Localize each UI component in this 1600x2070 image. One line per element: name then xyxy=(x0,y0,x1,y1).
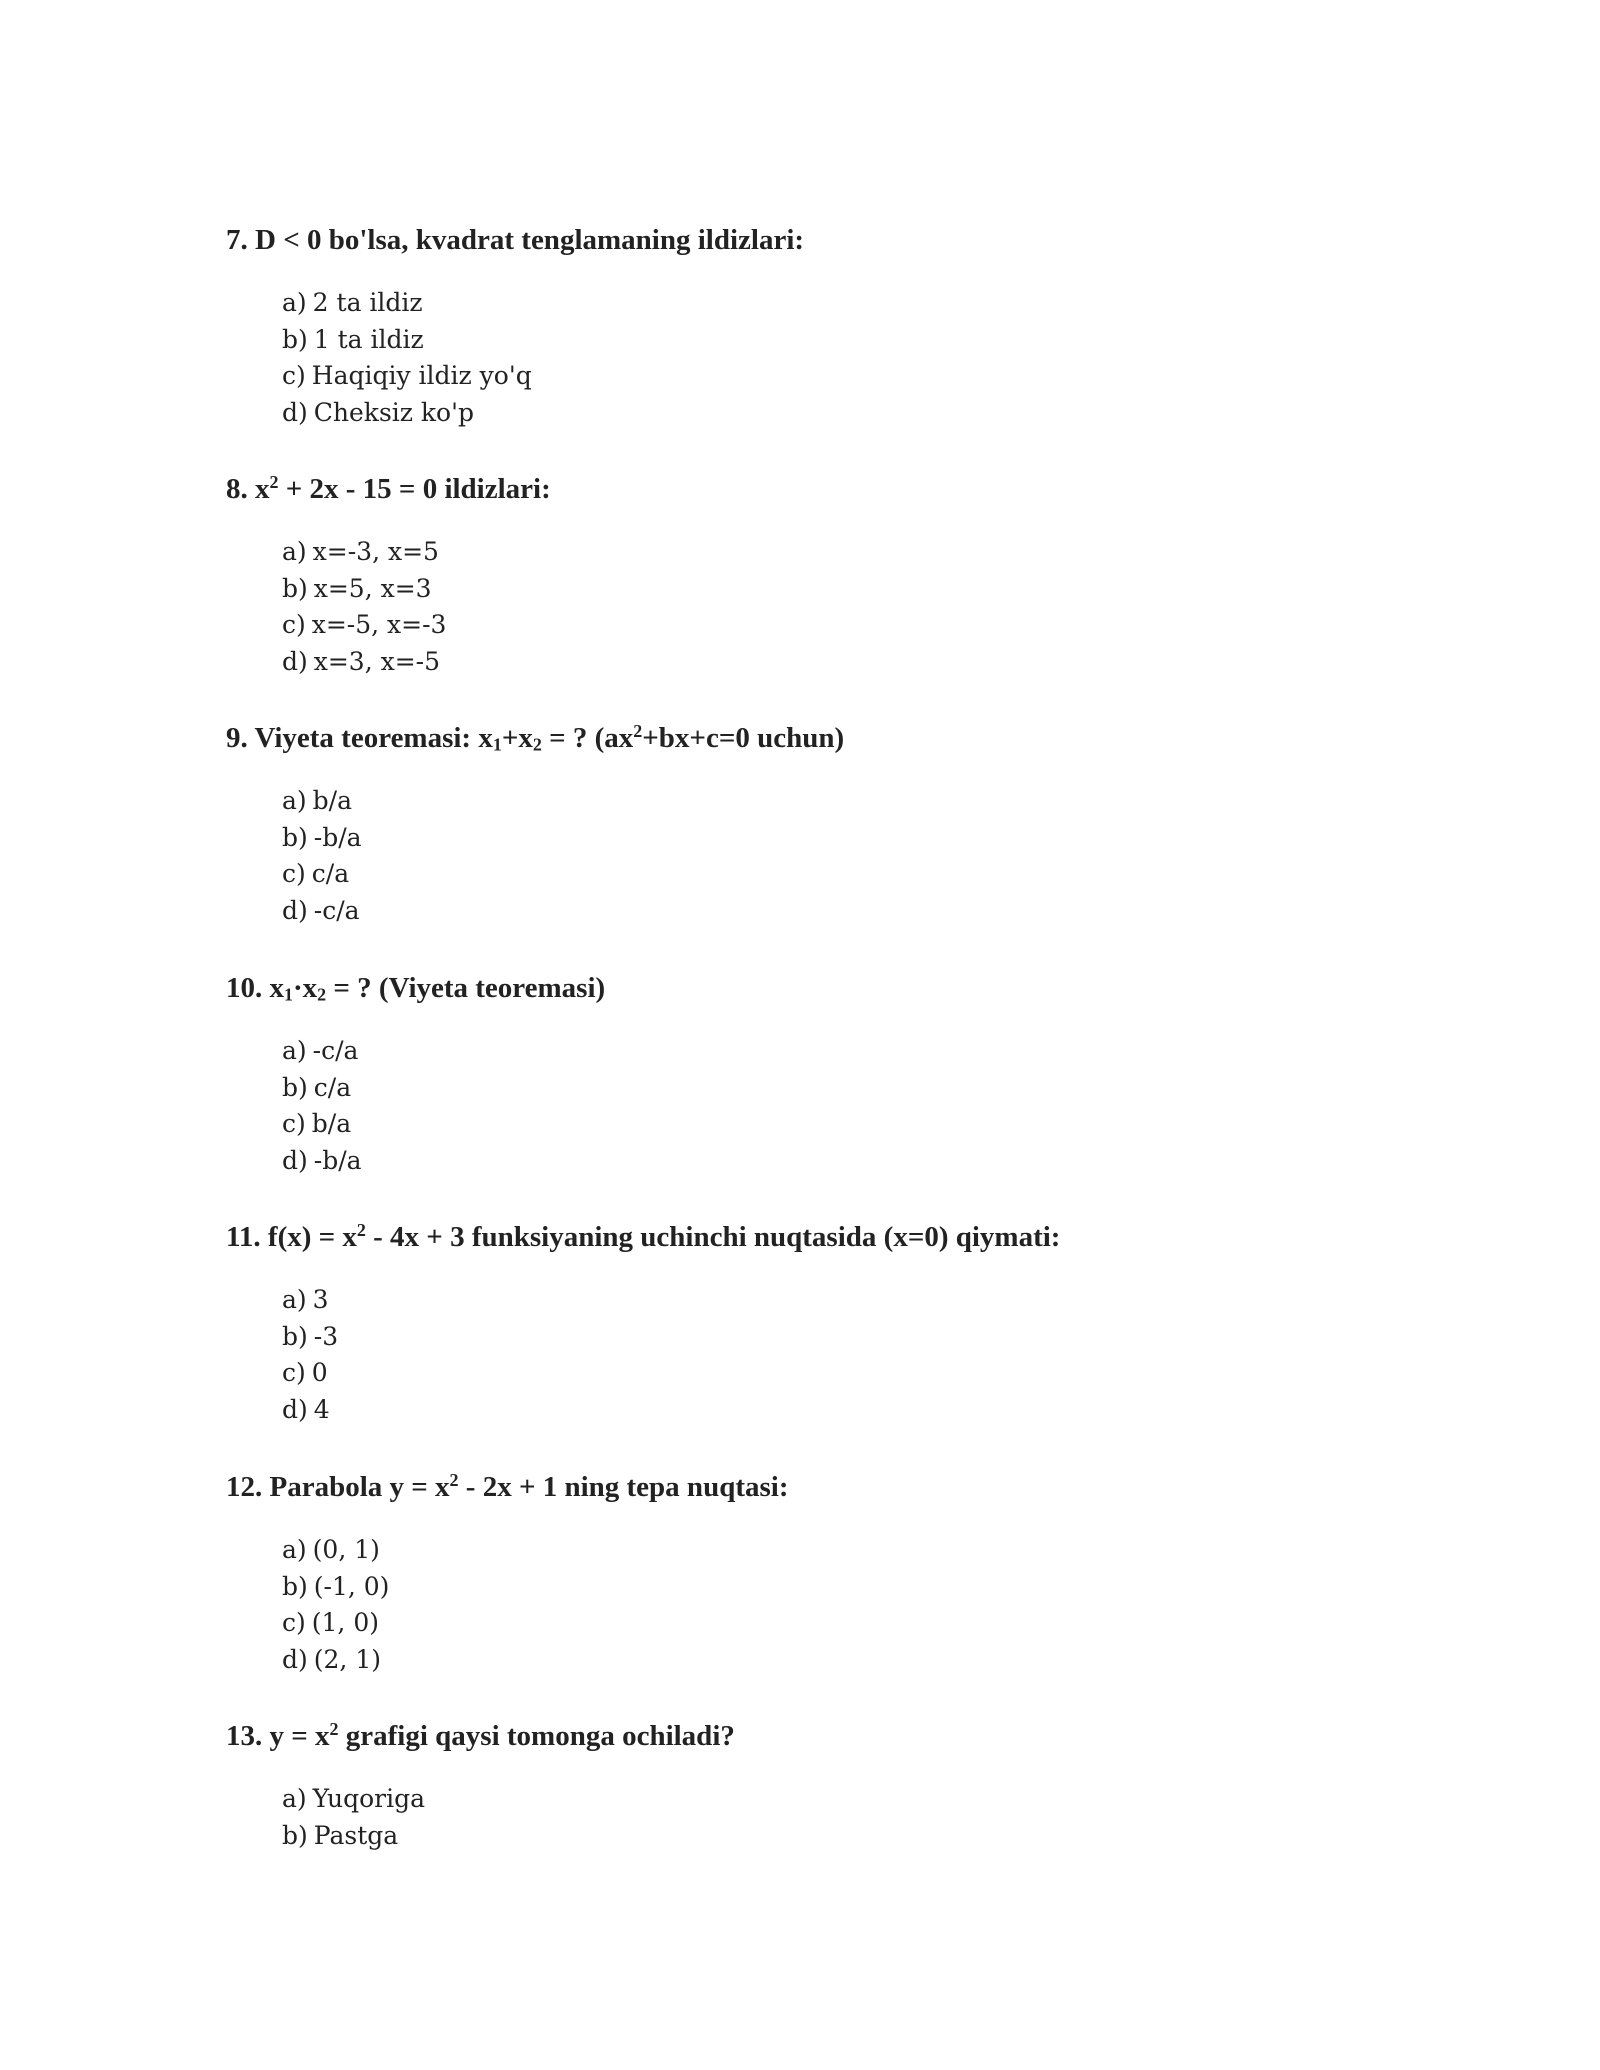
question-block xyxy=(226,720,1426,925)
question-number: 9. xyxy=(226,722,248,754)
answer-option xyxy=(282,358,532,395)
option-text: -3 xyxy=(313,1321,339,1351)
answer-option xyxy=(282,820,362,857)
option-letter: d) xyxy=(282,1394,308,1424)
question-block xyxy=(226,1718,1426,1850)
option-letter: b) xyxy=(282,822,308,852)
question-number: 7. xyxy=(226,224,248,256)
question-title xyxy=(226,1718,1426,1754)
option-letter: d) xyxy=(282,1644,308,1674)
superscript: 2 xyxy=(269,472,279,493)
question-block xyxy=(226,970,1426,1175)
option-text: x=-5, x=-3 xyxy=(311,610,447,639)
answer-option xyxy=(282,893,362,930)
question-text: y = x xyxy=(269,1720,330,1752)
question-text: = ? (ax xyxy=(541,722,634,754)
answer-option xyxy=(282,1143,362,1180)
answer-option xyxy=(282,1355,338,1392)
question-text: Parabola y = x xyxy=(269,1471,450,1503)
option-letter: a) xyxy=(282,1285,307,1314)
option-text: 3 xyxy=(312,1285,329,1314)
answer-options xyxy=(226,1033,362,1179)
answer-option xyxy=(282,1605,389,1642)
option-text: Cheksiz ko'p xyxy=(313,397,474,427)
option-text: c/a xyxy=(313,1072,352,1102)
question-text: ·x xyxy=(292,972,318,1004)
option-text: -c/a xyxy=(313,895,360,925)
answer-option xyxy=(282,1532,389,1569)
question-text: +bx+c=0 uchun) xyxy=(642,722,845,754)
option-text: x=3, x=-5 xyxy=(313,646,441,676)
question-number: 8. xyxy=(226,473,248,505)
option-letter: a) xyxy=(282,288,307,317)
option-letter: c) xyxy=(282,610,306,639)
answer-option xyxy=(282,571,446,608)
question-title xyxy=(226,720,1426,756)
option-letter: d) xyxy=(282,895,308,925)
option-letter: c) xyxy=(282,361,306,390)
answer-option xyxy=(282,783,362,820)
question-number: 12. xyxy=(226,1471,263,1503)
option-letter: a) xyxy=(282,1535,307,1564)
question-text: +x xyxy=(501,722,533,754)
question-title xyxy=(226,222,1426,258)
question-number: 13. xyxy=(226,1720,263,1752)
question-title xyxy=(226,1219,1426,1255)
option-letter: d) xyxy=(282,646,308,676)
question-title xyxy=(226,1469,1426,1505)
option-text: x=-3, x=5 xyxy=(312,537,439,566)
answer-options xyxy=(226,285,532,431)
question-title xyxy=(226,471,1426,507)
option-text: Yuqoriga xyxy=(312,1784,426,1813)
superscript: 2 xyxy=(356,1220,366,1241)
option-text: Pastga xyxy=(313,1820,399,1850)
answer-option xyxy=(282,1106,362,1143)
subscript: 1 xyxy=(492,734,502,755)
option-text: x=5, x=3 xyxy=(313,573,432,603)
answer-options xyxy=(226,1282,338,1428)
answer-option xyxy=(282,395,532,432)
question-text: Viyeta teoremasi: x xyxy=(254,722,493,754)
answer-option xyxy=(282,856,362,893)
question-text: x xyxy=(269,972,284,1004)
option-text: 4 xyxy=(313,1394,330,1424)
subscript: 2 xyxy=(532,734,542,755)
answer-option xyxy=(282,1569,389,1606)
answer-options xyxy=(226,1532,389,1678)
question-text: D < 0 bo'lsa, kvadrat tenglamaning ildizlari: xyxy=(255,224,805,256)
answer-option xyxy=(282,1642,389,1679)
superscript: 2 xyxy=(329,1719,339,1740)
answer-option xyxy=(282,1033,362,1070)
subscript: 1 xyxy=(284,984,293,1005)
option-letter: b) xyxy=(282,1072,308,1102)
answer-option xyxy=(282,285,532,322)
option-letter: a) xyxy=(282,1036,307,1065)
option-text: 2 ta ildiz xyxy=(312,288,423,317)
option-text: (-1, 0) xyxy=(313,1571,390,1601)
option-letter: c) xyxy=(282,1608,306,1637)
answer-options xyxy=(226,534,446,680)
answer-option xyxy=(282,1818,425,1855)
answer-option xyxy=(282,322,532,359)
answer-option xyxy=(282,534,446,571)
question-number: 10. xyxy=(226,972,263,1004)
question-text: + 2x - 15 = 0 ildizlari: xyxy=(278,473,551,505)
option-letter: d) xyxy=(282,397,308,427)
question-block xyxy=(226,222,1426,427)
answer-option xyxy=(282,1319,338,1356)
option-text: c/a xyxy=(311,859,350,888)
answer-option xyxy=(282,1070,362,1107)
option-text: -b/a xyxy=(313,822,362,852)
question-text: grafigi qaysi tomonga ochiladi? xyxy=(338,1720,735,1752)
option-letter: c) xyxy=(282,1109,306,1138)
option-text: -c/a xyxy=(312,1036,359,1065)
option-text: Haqiqiy ildiz yo'q xyxy=(311,361,532,390)
question-text: - 2x + 1 ning tepa nuqtasi: xyxy=(458,1471,789,1503)
question-title xyxy=(226,970,1426,1006)
question-block xyxy=(226,1469,1426,1674)
option-letter: a) xyxy=(282,537,307,566)
option-text: -b/a xyxy=(313,1145,362,1175)
question-block xyxy=(226,471,1426,676)
option-text: (0, 1) xyxy=(312,1535,380,1564)
option-letter: c) xyxy=(282,859,306,888)
option-letter: b) xyxy=(282,573,308,603)
option-letter: b) xyxy=(282,1321,308,1351)
option-letter: b) xyxy=(282,324,308,354)
answer-option xyxy=(282,1282,338,1319)
option-letter: b) xyxy=(282,1820,308,1850)
option-text: b/a xyxy=(311,1109,352,1138)
answer-option xyxy=(282,644,446,681)
question-text: = ? (Viyeta teoremasi) xyxy=(326,972,606,1004)
question-number: 11. xyxy=(226,1221,261,1253)
superscript: 2 xyxy=(633,721,643,742)
option-text: (2, 1) xyxy=(313,1644,381,1674)
subscript: 2 xyxy=(317,984,327,1005)
option-letter: b) xyxy=(282,1571,308,1601)
question-text: f(x) = x xyxy=(267,1221,357,1253)
answer-options xyxy=(226,783,362,929)
superscript: 2 xyxy=(449,1470,459,1491)
option-letter: d) xyxy=(282,1145,308,1175)
option-text: 0 xyxy=(311,1358,328,1387)
option-letter: a) xyxy=(282,1784,307,1813)
option-text: (1, 0) xyxy=(311,1608,379,1637)
option-text: b/a xyxy=(312,786,353,815)
question-block xyxy=(226,1219,1426,1424)
option-text: 1 ta ildiz xyxy=(313,324,424,354)
option-letter: a) xyxy=(282,786,307,815)
question-text: x xyxy=(255,473,270,505)
option-letter: c) xyxy=(282,1358,306,1387)
answer-option xyxy=(282,1781,425,1818)
question-text: - 4x + 3 funksiyaning uchinchi nuqtasida (x=0) qiymati: xyxy=(365,1221,1061,1253)
answer-option xyxy=(282,607,446,644)
answer-options xyxy=(226,1781,425,1854)
answer-option xyxy=(282,1392,338,1429)
